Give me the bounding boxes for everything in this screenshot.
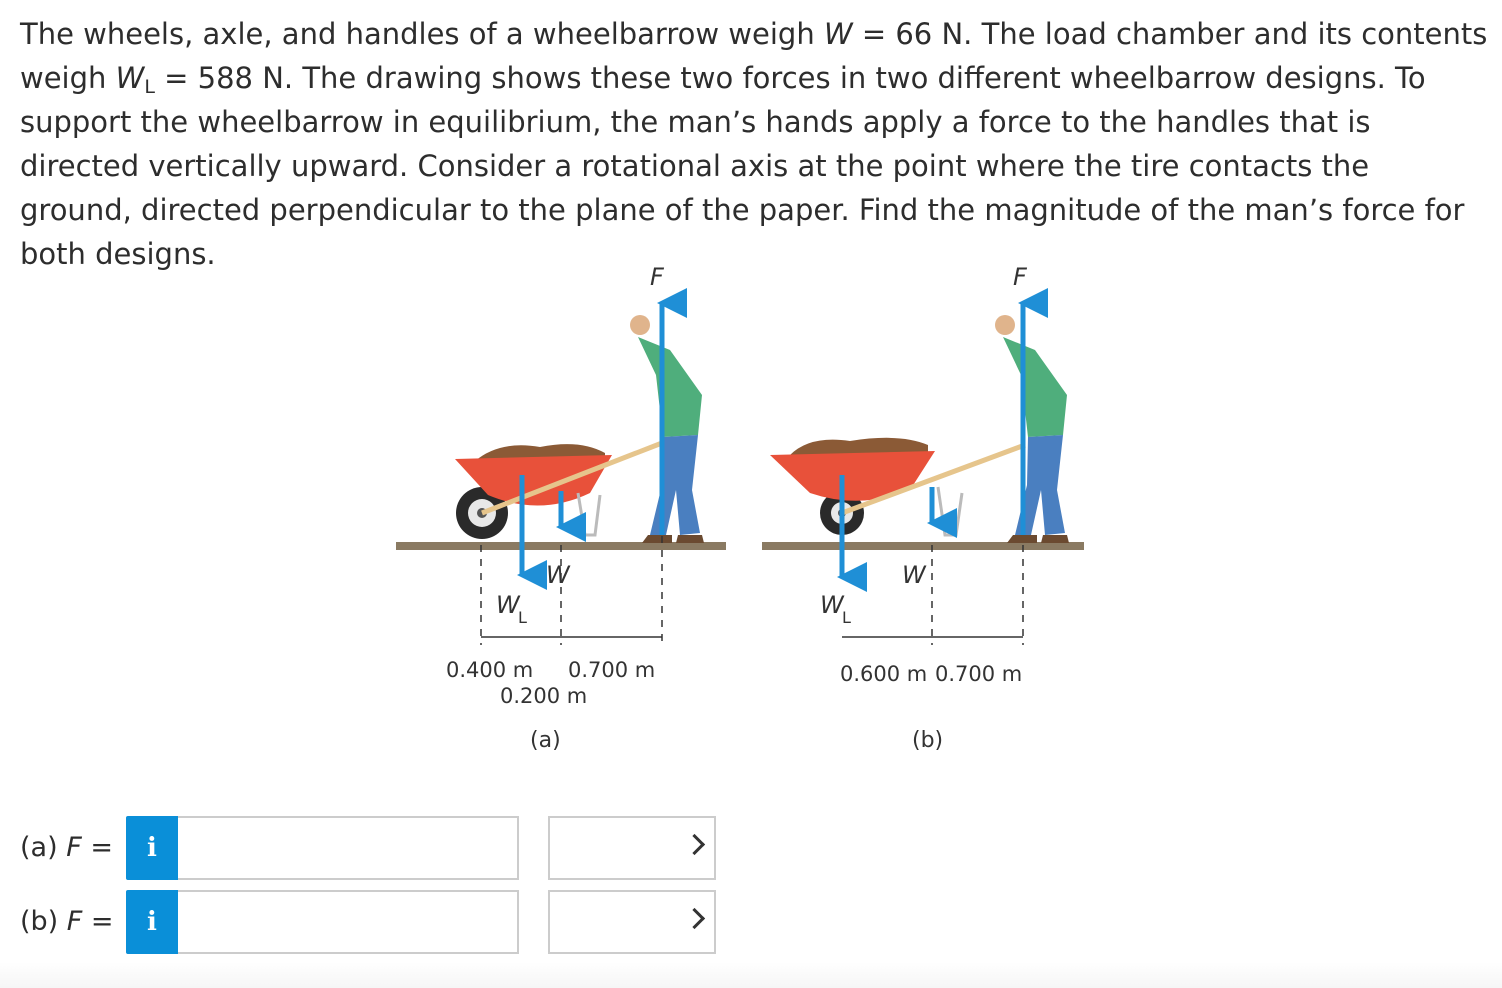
dim-a-2: 0.700 m (568, 658, 656, 682)
svg-text:W: W (820, 591, 844, 619)
panel-b (762, 263, 1084, 753)
stand-a (578, 493, 600, 535)
bottom-fade (0, 962, 1502, 988)
unit-select-b[interactable] (548, 890, 716, 954)
question-text: The wheels, axle, and handles of a wheelbarrow weigh W = 66 N. The load chamber and its contents weigh $W_L = 588$ N. The drawing shows these two forces in two different wheelbarrow designs. To support the wheelbarrow in equilibrium, the man’s hands apply a force to the handles that is directed vertically upward. Consider a rotational axis at the point where the tire contacts the ground, directed perpendicular to the plane of the paper. Find the magnitude of the man’s force for both designs. (20, 17, 1488, 271)
dim-b-1: 0.600 m (840, 662, 928, 686)
man-b-icon (995, 315, 1069, 543)
dim-b-2: 0.700 m (935, 662, 1023, 686)
label-w-a: W (546, 561, 570, 589)
man-a-icon (630, 315, 704, 543)
label-wl-a (496, 591, 527, 627)
svg-text:L: L (518, 608, 527, 627)
answer-input-a[interactable] (178, 816, 519, 880)
panel-a (396, 263, 726, 753)
svg-text:L: L (842, 608, 851, 627)
ground-b (762, 542, 1084, 550)
label-f-b: F (1013, 263, 1027, 291)
svg-text:W: W (496, 591, 520, 619)
caption-b: (b) (912, 728, 944, 753)
info-icon[interactable]: i (126, 890, 178, 954)
caption-a: (a) (530, 728, 561, 753)
chevron-down-icon (684, 908, 705, 929)
stand-b (938, 487, 962, 535)
dim-a-3: 0.200 m (500, 684, 588, 708)
unit-select-a[interactable] (548, 816, 716, 880)
info-icon[interactable]: i (126, 816, 178, 880)
tray-b (770, 451, 935, 501)
wheelbarrow-figure (380, 255, 1100, 769)
dim-a-1: 0.400 m (446, 658, 534, 682)
answer-label-b: (b) F = (20, 906, 114, 937)
label-w-b: W (902, 561, 926, 589)
answer-input-b[interactable] (178, 890, 519, 954)
label-wl-b (820, 591, 851, 627)
answer-label-a: (a) F = (20, 832, 113, 863)
chevron-down-icon (684, 834, 705, 855)
label-f-a: F (650, 263, 664, 291)
